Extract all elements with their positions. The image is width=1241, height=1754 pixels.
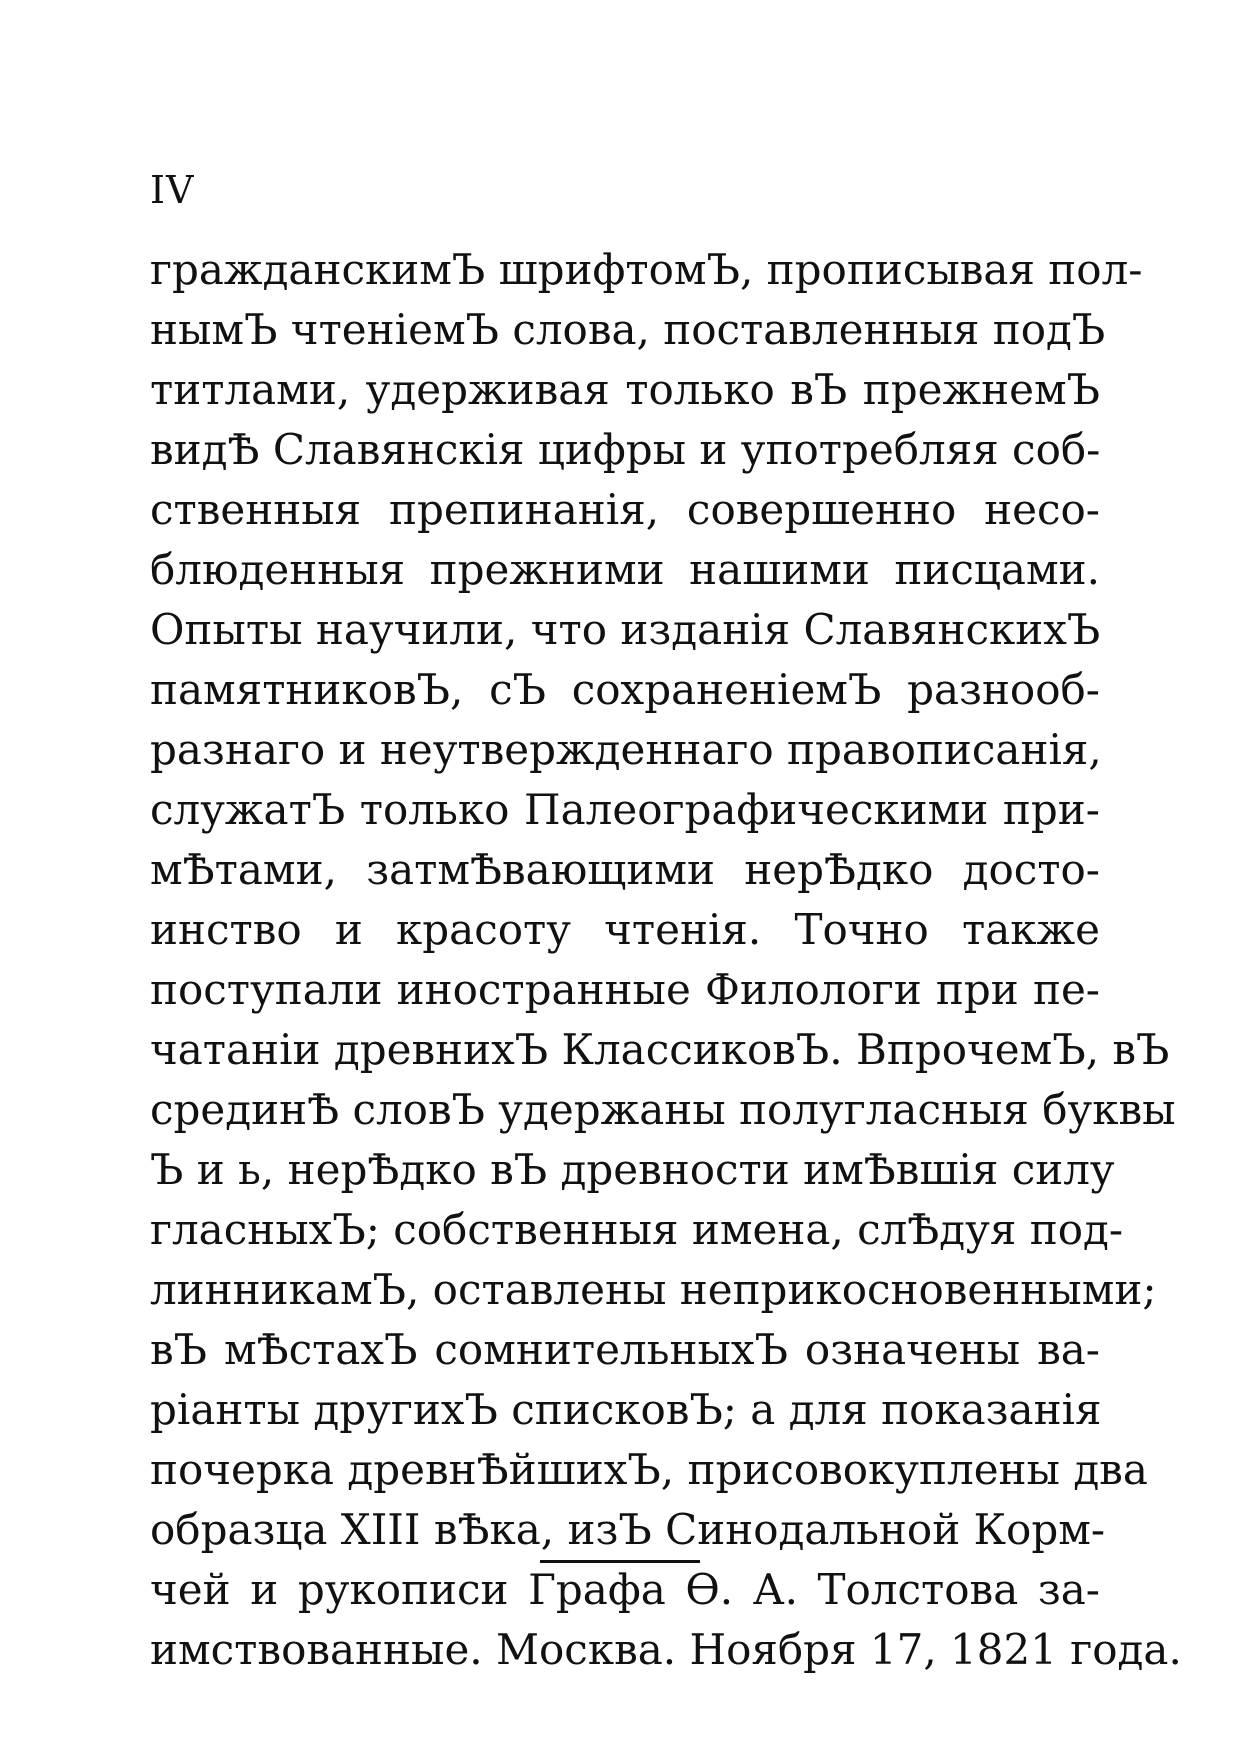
text-line: мѢтами, затмѢвающими нерѢдко досто- [150, 845, 1100, 894]
text-line: ріанты другихЪ списковЪ; а для показанія [150, 1385, 1102, 1434]
text-line: нымЪ чтеніемЪ слова, поставленныя подЪ [150, 305, 1106, 354]
text-line: срединѢ словЪ удержаны полугласныя буквы [150, 1085, 1176, 1134]
text-line: Опыты научили, что изданія СлавянскихЪ [150, 605, 1101, 654]
text-line: блюденныя прежними нашими писцами. [150, 545, 1100, 594]
text-line: памятниковЪ, сЪ сохраненіемЪ разнооб- [150, 665, 1100, 714]
section-divider [540, 1560, 700, 1563]
text-line: имствованные. Москва. Ноября 17, 1821 года. [150, 1625, 1182, 1674]
text-line: ственныя препинанія, совершенно несо- [150, 485, 1100, 534]
text-line: поступали иностранные Филологи при пе- [150, 965, 1100, 1014]
text-line: инство и красоту чтенія. Точно также [150, 905, 1100, 954]
page-number: IV [150, 168, 195, 212]
text-line: видѢ Славянскія цифры и употребляя соб- [150, 425, 1101, 474]
text-line: почерка древнѢйшихЪ, присовокуплены два [150, 1445, 1148, 1494]
text-line: образца XIII вѢка, изЪ Синодальной Корм- [150, 1505, 1106, 1554]
text-line: вЪ мѢстахЪ сомнительныхЪ означены ва- [150, 1325, 1100, 1374]
text-line: линникамЪ, оставлены неприкосновенными; [150, 1265, 1157, 1314]
text-line: чатаніи древнихЪ КлассиковЪ. ВпрочемЪ, вЪ [150, 1025, 1170, 1074]
text-line: Ъ и ь, нерѢдко вЪ древности имѢвшія силу [150, 1145, 1115, 1194]
text-line: чей и рукописи Графа Ѳ. А. Толстова за- [150, 1565, 1100, 1614]
text-line: разнаго и неутвержденнаго правописанія, [150, 725, 1102, 774]
text-line: гласныхЪ; собственныя имена, слѢдуя под- [150, 1205, 1124, 1254]
text-line: титлами, удерживая только вЪ прежнемЪ [150, 365, 1100, 414]
text-line: служатЪ только Палеографическими при- [150, 785, 1100, 834]
body-text [150, 240, 1182, 1680]
text-line: гражданскимЪ шрифтомЪ, прописывая пол- [150, 245, 1143, 294]
